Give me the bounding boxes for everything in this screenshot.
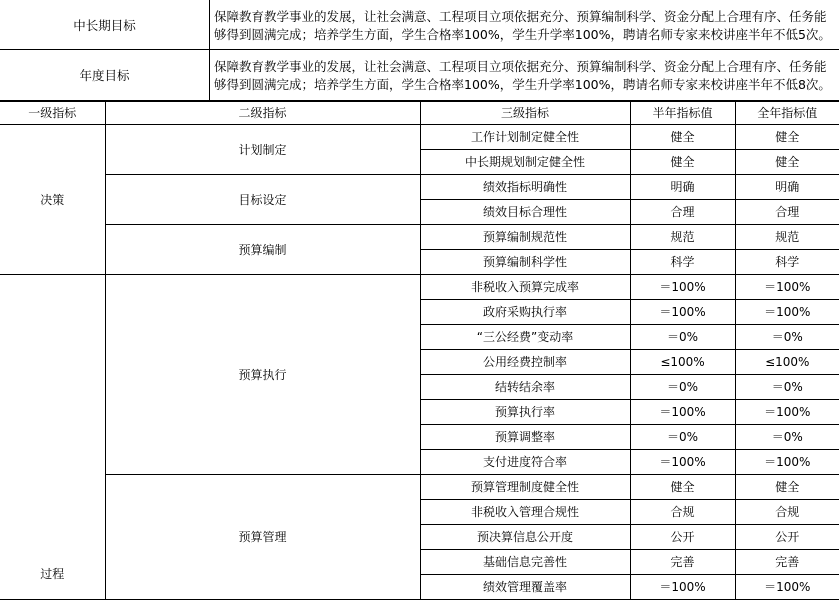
level3-cell: 绩效管理覆盖率: [420, 575, 630, 600]
level3-cell: 工作计划制定健全性: [420, 125, 630, 150]
full-year-value: 健全: [735, 125, 839, 150]
half-year-value: ＝100%: [630, 575, 735, 600]
level2-cell: 预算管理: [105, 475, 420, 600]
level2-cell: 目标设定: [105, 175, 420, 225]
indicator-table: [0, 101, 839, 600]
full-year-value: ＝0%: [735, 425, 839, 450]
full-year-value: ≤100%: [735, 350, 839, 375]
goal-row-midlong: [0, 0, 839, 50]
half-year-value: ＝0%: [630, 325, 735, 350]
goal-row-annual: [0, 50, 839, 101]
half-year-value: 健全: [630, 125, 735, 150]
full-year-value: 科学: [735, 250, 839, 275]
level3-cell: 绩效目标合理性: [420, 200, 630, 225]
half-year-value: ＝100%: [630, 450, 735, 475]
goal-label: 年度目标: [0, 50, 210, 100]
full-year-value: 公开: [735, 525, 839, 550]
full-year-value: ＝100%: [735, 575, 839, 600]
half-year-value: 合规: [630, 500, 735, 525]
level3-cell: 结转结余率: [420, 375, 630, 400]
header-level2: 二级指标: [105, 102, 420, 125]
level3-cell: 预决算信息公开度: [420, 525, 630, 550]
level1-cell: [0, 275, 105, 600]
level3-cell: 预算编制规范性: [420, 225, 630, 250]
header-level3: 三级指标: [420, 102, 630, 125]
level3-cell: 中长期规划制定健全性: [420, 150, 630, 175]
level3-cell: 政府采购执行率: [420, 300, 630, 325]
level3-cell: 支付进度符合率: [420, 450, 630, 475]
half-year-value: ＝0%: [630, 425, 735, 450]
full-year-value: 健全: [735, 475, 839, 500]
full-year-value: ＝0%: [735, 375, 839, 400]
full-year-value: 规范: [735, 225, 839, 250]
full-year-value: 明确: [735, 175, 839, 200]
goal-text: 保障教育教学事业的发展，让社会满意、工程项目立项依据充分、预算编制科学、资金分配上合理有序、任务能够得到圆满完成；培养学生方面，学生合格率100%，学生升学率100%，聘请名师专家来校讲座半年不低5次。: [214, 9, 831, 42]
half-year-value: 规范: [630, 225, 735, 250]
table-row: [0, 125, 839, 150]
level3-cell: 绩效指标明确性: [420, 175, 630, 200]
full-year-value: 健全: [735, 150, 839, 175]
half-year-value: ＝100%: [630, 400, 735, 425]
table-row: [0, 275, 839, 300]
half-year-value: ＝100%: [630, 300, 735, 325]
full-year-value: ＝100%: [735, 275, 839, 300]
full-year-value: ＝100%: [735, 400, 839, 425]
half-year-value: 完善: [630, 550, 735, 575]
level3-cell: 预算管理制度健全性: [420, 475, 630, 500]
half-year-value: 健全: [630, 150, 735, 175]
table-header-row: [0, 102, 839, 125]
table-row: [0, 225, 839, 250]
level2-cell: 预算执行: [105, 275, 420, 475]
half-year-value: ≤100%: [630, 350, 735, 375]
half-year-value: ＝100%: [630, 275, 735, 300]
full-year-value: ＝0%: [735, 325, 839, 350]
level1-cell: 决策: [0, 125, 105, 275]
half-year-value: ＝0%: [630, 375, 735, 400]
half-year-value: 明确: [630, 175, 735, 200]
full-year-value: 完善: [735, 550, 839, 575]
full-year-value: 合理: [735, 200, 839, 225]
half-year-value: 公开: [630, 525, 735, 550]
level3-cell: 基础信息完善性: [420, 550, 630, 575]
level3-cell: 预算调整率: [420, 425, 630, 450]
table-row: [0, 475, 839, 500]
half-year-value: 健全: [630, 475, 735, 500]
half-year-value: 合理: [630, 200, 735, 225]
level3-cell: 预算执行率: [420, 400, 630, 425]
full-year-value: ＝100%: [735, 300, 839, 325]
level3-cell: 公用经费控制率: [420, 350, 630, 375]
full-year-value: ＝100%: [735, 450, 839, 475]
level3-cell: “三公经费”变动率: [420, 325, 630, 350]
level3-cell: 预算编制科学性: [420, 250, 630, 275]
header-full-year: 全年指标值: [735, 102, 839, 125]
level1-label: 过程: [40, 567, 65, 581]
level3-cell: 非税收入管理合规性: [420, 500, 630, 525]
goal-label: 中长期目标: [0, 0, 210, 49]
goal-text: 保障教育教学事业的发展，让社会满意、工程项目立项依据充分、预算编制科学、资金分配上合理有序、任务能够得到圆满完成；培养学生方面，学生合格率100%，学生升学率100%，聘请名师专家来校讲座半年不低8次。: [214, 59, 831, 92]
level3-cell: 非税收入预算完成率: [420, 275, 630, 300]
header-level1: 一级指标: [0, 102, 105, 125]
header-half-year: 半年指标值: [630, 102, 735, 125]
table-row: [0, 175, 839, 200]
half-year-value: 科学: [630, 250, 735, 275]
level2-cell: 计划制定: [105, 125, 420, 175]
full-year-value: 合规: [735, 500, 839, 525]
level2-cell: 预算编制: [105, 225, 420, 275]
